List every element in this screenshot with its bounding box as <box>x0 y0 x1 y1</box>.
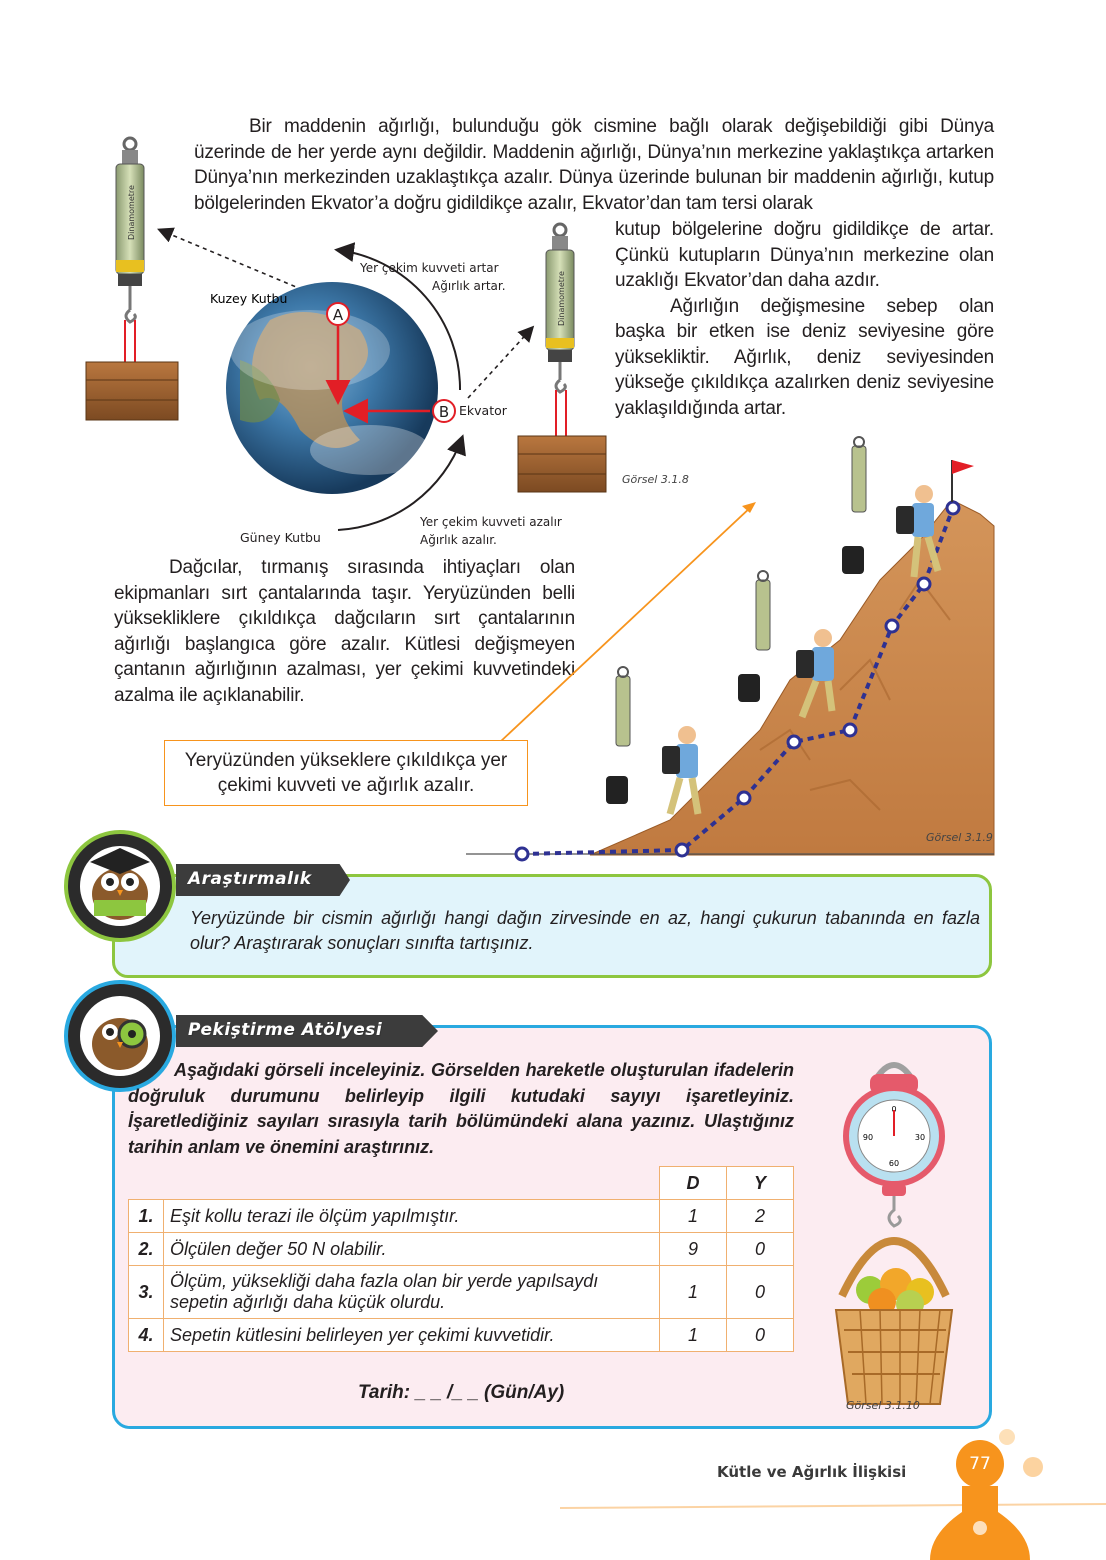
dial-left-mark: 90 <box>862 1133 874 1142</box>
dynamometer-left <box>86 138 178 420</box>
footer-decoration <box>560 1424 1106 1560</box>
research-text: Yeryüzünde bir cismin ağırlığı hangi dağın zirvesinde en az, hangi çukurun tabanında en fazla olur? Araştırarak sonuçları sınıfta tartışınız. <box>190 908 980 953</box>
point-a-label: A <box>332 306 344 324</box>
row-statement: Ölçüm, yüksekliği daha fazla olan bir yerde yapılsaydı sepetin ağırlığı daha küçük olurdu. <box>164 1266 660 1319</box>
truth-table <box>128 1166 794 1352</box>
arrow-bottom-label-2: Ağırlık azalır. <box>420 533 497 547</box>
dial-bottom-mark: 60 <box>888 1159 900 1168</box>
workshop-instruction-text: Aşağıdaki görseli inceleyiniz. Görselden hareketle oluşturulan ifadelerin doğruluk durumunu belirleyip ilgili kutudaki sayıyı işaretleyiniz. İşaretlediğiniz sayıları sırasıyla tarih bölümündeki alana yazınız. Ulaştığınız tarihin anlam ve önemini araştırınız. <box>128 1060 794 1157</box>
callout-box <box>164 740 528 806</box>
mountain-figure <box>460 430 1000 862</box>
callout-text: Yeryüzünden yükseklere çıkıldıkça yer çekimi kuvveti ve ağırlık azalır. <box>184 750 508 796</box>
dynamometer-right-label: Dinamometre <box>557 271 566 326</box>
workshop-title: Pekiştirme Atölyesi <box>188 1020 383 1040</box>
row-d-value[interactable]: 1 <box>660 1319 727 1352</box>
table-row <box>129 1319 794 1352</box>
intro-right-text-1: kutup bölgelerine doğru gidildikçe de artar. Çünkü kutupların Dünya’nın merkezine olan uzaklığı Ekvator’dan daha azdır. <box>615 219 994 291</box>
north-pole-label: Kuzey Kutbu <box>210 291 288 306</box>
arrow-top-label-2: Ağırlık artar. <box>432 279 506 293</box>
arrow-top-label-1: Yer çekim kuvveti artar <box>360 261 499 275</box>
figure-318-caption: Görsel 3.1.8 <box>622 473 689 486</box>
research-owl-badge <box>64 830 176 942</box>
figure-3110-caption: Görsel 3.1.10 <box>846 1399 920 1412</box>
dial-top-mark: 0 <box>891 1105 897 1114</box>
climber-1 <box>606 667 698 814</box>
page-number: 77 <box>969 1454 991 1474</box>
row-number: 3. <box>129 1266 164 1319</box>
spring-scale-basket <box>820 1056 970 1418</box>
footer-title: Kütle ve Ağırlık İlişkisi <box>717 1463 907 1481</box>
equator-label: Ekvator <box>459 403 507 418</box>
dynamometer-left-label: Dinamometre <box>127 185 136 240</box>
row-number: 4. <box>129 1319 164 1352</box>
point-b-label: B <box>438 403 450 421</box>
workshop-instruction <box>128 1058 794 1160</box>
column-y-header: Y <box>727 1167 794 1200</box>
row-d-value[interactable]: 1 <box>660 1200 727 1233</box>
table-row <box>129 1233 794 1266</box>
table-row <box>129 1200 794 1233</box>
row-d-value[interactable]: 1 <box>660 1266 727 1319</box>
row-y-value[interactable]: 0 <box>727 1319 794 1352</box>
row-number: 2. <box>129 1233 164 1266</box>
figure-319-caption: Görsel 3.1.9 <box>926 831 993 844</box>
date-line[interactable]: Tarih: _ _ /_ _ (Gün/Ay) <box>358 1382 565 1403</box>
column-d-header: D <box>660 1167 727 1200</box>
south-pole-label: Güney Kutbu <box>240 530 321 545</box>
row-y-value[interactable]: 0 <box>727 1233 794 1266</box>
row-d-value[interactable]: 9 <box>660 1233 727 1266</box>
intro-right-text-2: Ağırlığın değişmesine sebep olan başka bir etken ise deniz seviyesine göre yükseklikti̇r. Ağırlık, deniz seviyesinden yükseğe çıkıldıkça azalırken deniz seviyesine yaklaşıldığında artar. <box>615 295 994 419</box>
arrow-bottom-label-1: Yer çekim kuvveti azalır <box>420 515 562 529</box>
table-row <box>129 1266 794 1319</box>
intro-text: Bir maddenin ağırlığı, bulunduğu gök cismine bağlı olarak değişebildiği gibi Dünya üzerinde de her yerde aynı değildir. Maddenin ağırlığı, Dünya’nın merkezine yaklaştıkça artarken Dünya’nın merkezinden uzaklaştıkça azalır. Dünya üzerinde bulunan bir maddenin ağırlığı, kutup bölgelerinden Ekvator’a doğru gidildikçe azalır, Ekvator’dan tam tersi olarak <box>194 116 994 214</box>
row-y-value[interactable]: 0 <box>727 1266 794 1319</box>
intro-paragraph-right <box>615 217 994 421</box>
owl-reading-icon <box>68 834 172 938</box>
research-title: Araştırmalık <box>188 869 312 889</box>
dial-right-mark: 30 <box>914 1133 926 1142</box>
row-statement: Sepetin kütlesini belirleyen yer çekimi kuvvetidir. <box>164 1319 660 1352</box>
table-header-row <box>129 1167 794 1200</box>
row-statement: Eşit kollu terazi ile ölçüm yapılmıştır. <box>164 1200 660 1233</box>
climb-text: Dağcılar, tırmanış sırasında ihtiyaçları olan ekipmanları sırt çantalarında taşır. Yeryüzünden belli yüksekliklere çıkıldıkça dağcıların sırt çantalarının ağırlığı başlangıca göre azalır. Kütlesi değişmeyen çantanın ağırlığının azalması, yer çekimi kuvvetindeki azalma ile açıklanabilir. <box>114 557 575 706</box>
row-statement: Ölçülen değer 50 N olabilir. <box>164 1233 660 1266</box>
row-y-value[interactable]: 2 <box>727 1200 794 1233</box>
row-number: 1. <box>129 1200 164 1233</box>
